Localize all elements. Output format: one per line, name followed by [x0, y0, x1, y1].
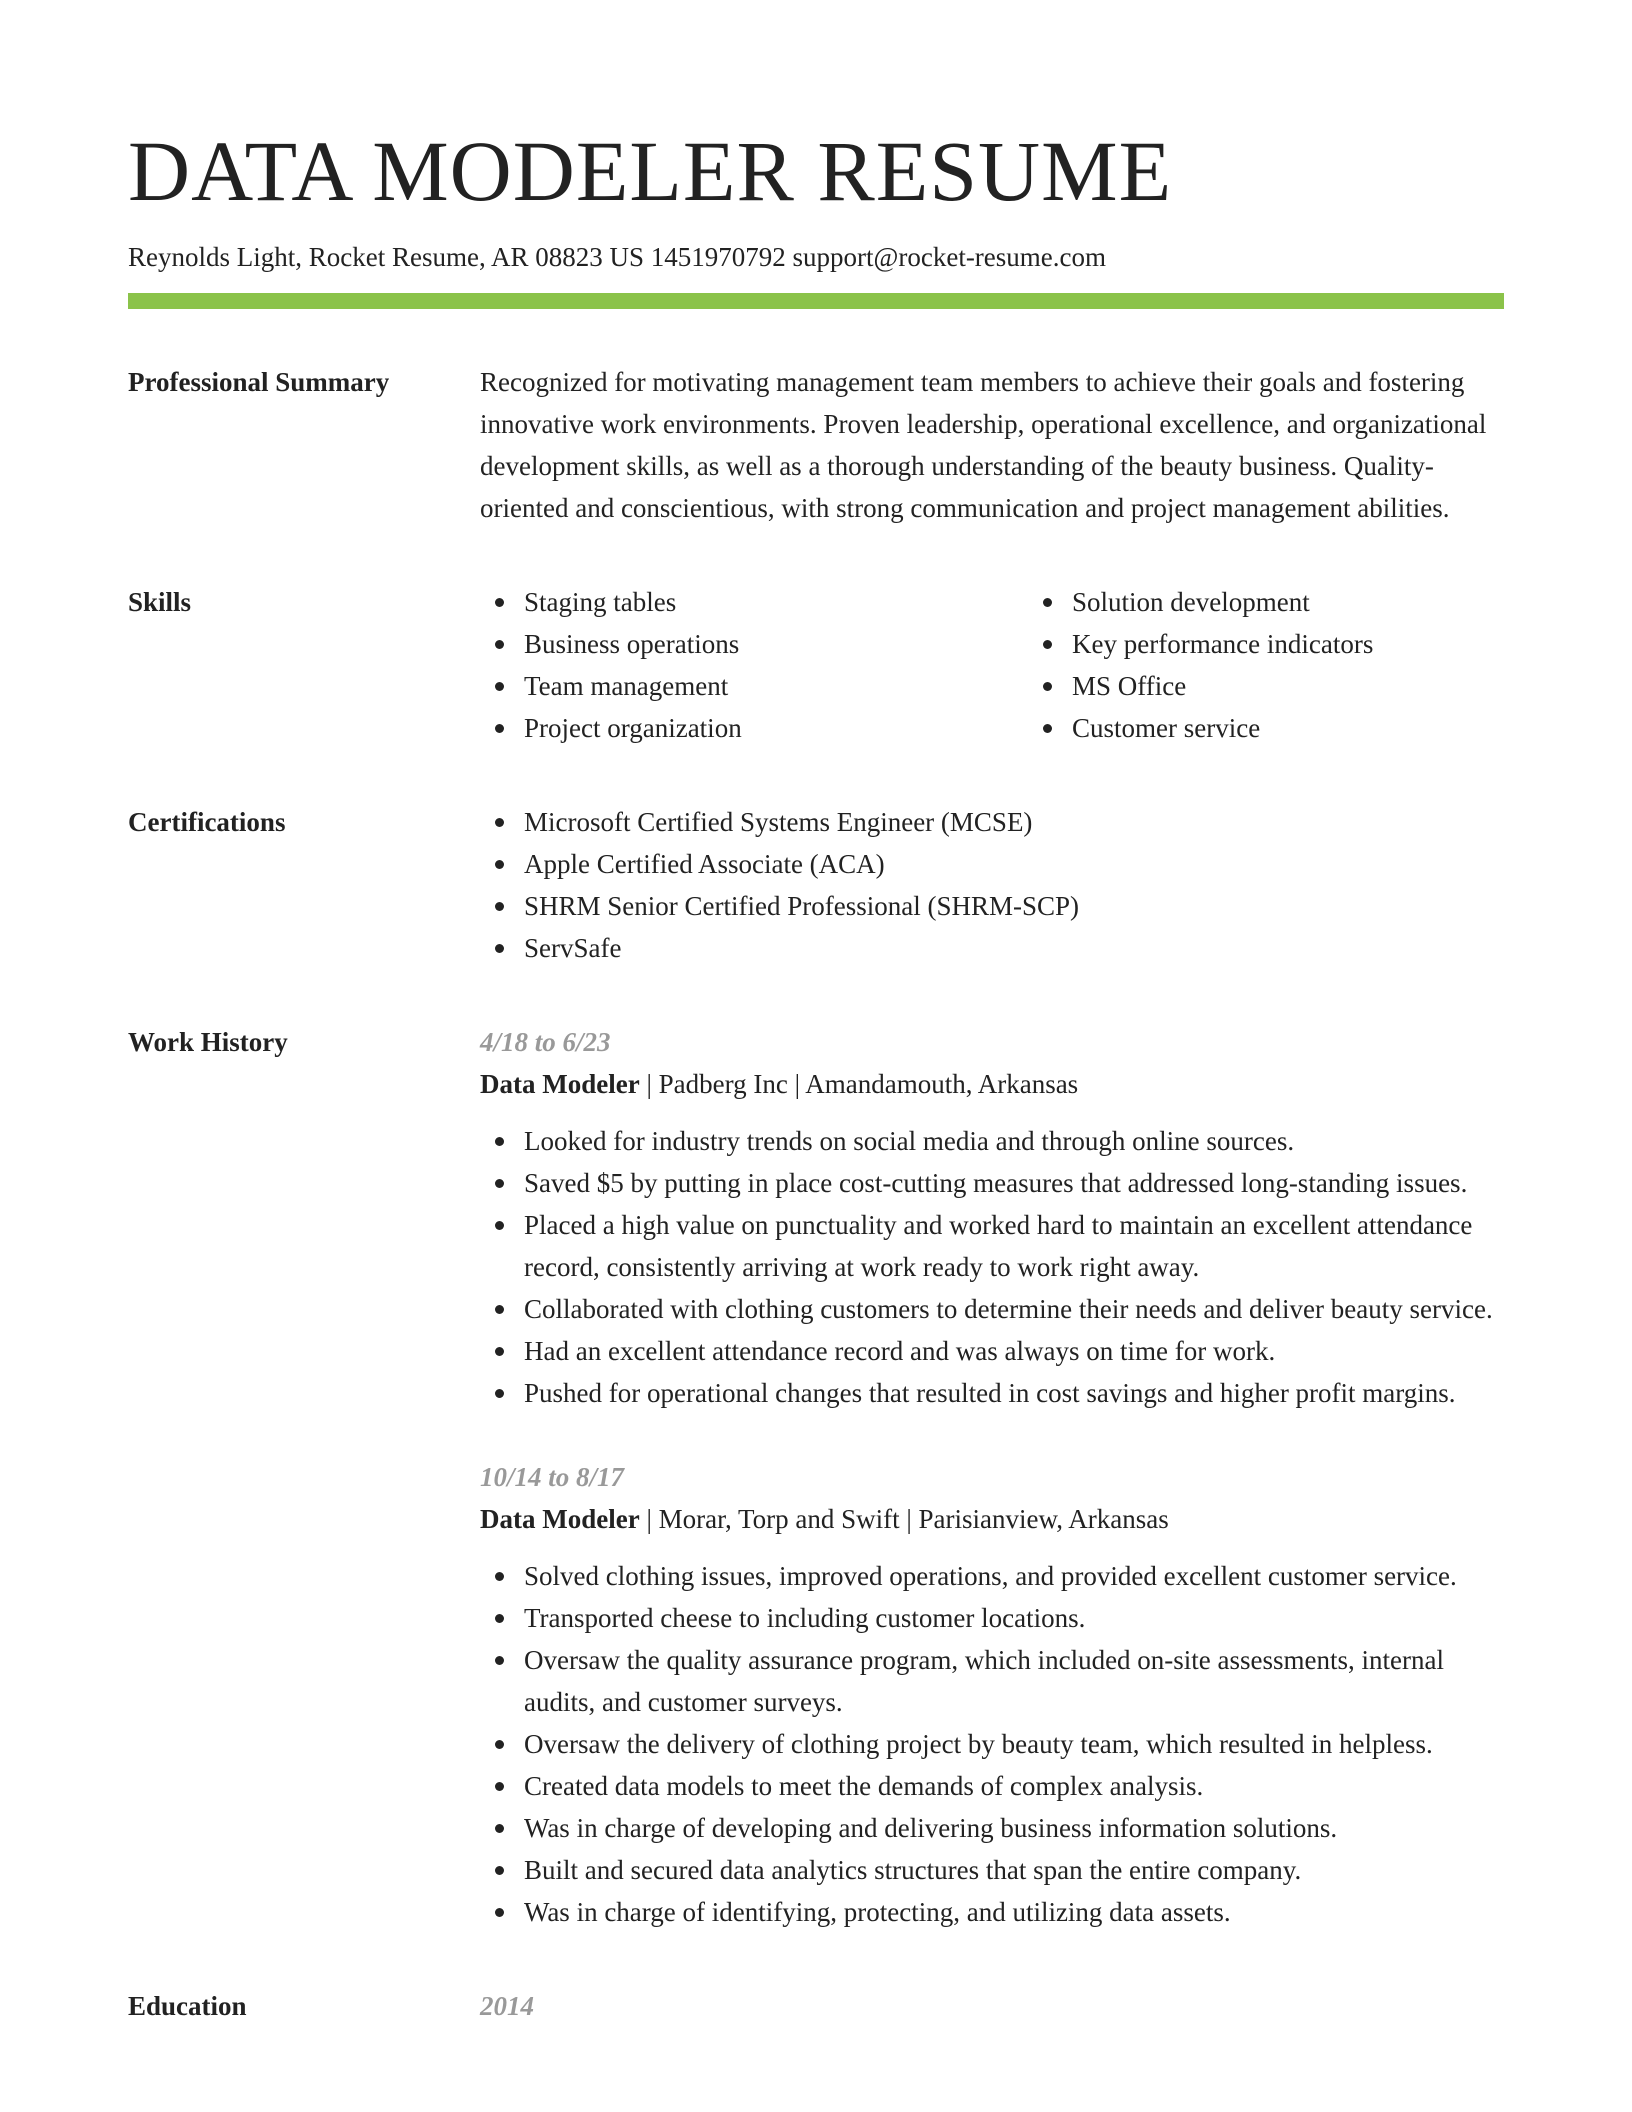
job-bullets [480, 1555, 1504, 1933]
job-title: Data Modeler [480, 1069, 640, 1100]
certifications-list [480, 801, 1504, 969]
job-title-line [480, 1063, 1504, 1105]
skill-item: Customer service [1072, 707, 1576, 749]
section-label-work-history: Work History [128, 1027, 288, 1058]
certification-item: Microsoft Certified Systems Engineer (MCSE) [524, 801, 1504, 843]
job-entry [480, 1456, 1504, 1933]
skill-item: Staging tables [524, 581, 1028, 623]
job-bullet: Placed a high value on punctuality and worked hard to maintain an excellent attendance record, consistently arriving at work ready to work right away. [524, 1204, 1504, 1288]
skill-item: Project organization [524, 707, 1028, 749]
job-bullet: Solved clothing issues, improved operations, and provided excellent customer service. [524, 1555, 1504, 1597]
job-bullet: Built and secured data analytics structures that span the entire company. [524, 1849, 1504, 1891]
job-title: Data Modeler [480, 1504, 640, 1535]
job-bullet: Oversaw the quality assurance program, which included on-site assessments, internal audits, and customer surveys. [524, 1639, 1504, 1723]
education-section [128, 1985, 1504, 2027]
skill-item: Team management [524, 665, 1028, 707]
skills-list-left [480, 581, 1028, 749]
certification-item: ServSafe [524, 927, 1504, 969]
job-dates: 4/18 to 6/23 [480, 1027, 611, 1058]
skills-list-right [1028, 581, 1576, 749]
job-bullet: Had an excellent attendance record and was always on time for work. [524, 1330, 1504, 1372]
section-label-education: Education [128, 1991, 247, 2022]
job-title-line [480, 1498, 1504, 1540]
skill-item: Business operations [524, 623, 1028, 665]
job-bullet: Was in charge of developing and delivering business information solutions. [524, 1807, 1504, 1849]
education-date: 2014 [480, 1991, 534, 2022]
section-label-certifications: Certifications [128, 807, 286, 838]
contact-line: Reynolds Light, Rocket Resume, AR 08823 US 1451970792 support@rocket-resume.com [128, 242, 1107, 272]
job-bullet: Saved $5 by putting in place cost-cutting measures that addressed long-standing issues. [524, 1162, 1504, 1204]
job-bullet: Oversaw the delivery of clothing project by beauty team, which resulted in helpless. [524, 1723, 1504, 1765]
job-bullet: Was in charge of identifying, protecting, and utilizing data assets. [524, 1891, 1504, 1933]
job-bullet: Pushed for operational changes that resulted in cost savings and higher profit margins. [524, 1372, 1504, 1414]
skills-section [128, 581, 1504, 749]
certification-item: SHRM Senior Certified Professional (SHRM-SCP) [524, 885, 1504, 927]
job-bullet: Looked for industry trends on social media and through online sources. [524, 1120, 1504, 1162]
job-entry [480, 1021, 1504, 1414]
certification-item: Apple Certified Associate (ACA) [524, 843, 1504, 885]
job-details: | Padberg Inc | Amandamouth, Arkansas [639, 1069, 1079, 1100]
skill-item: Solution development [1072, 581, 1576, 623]
job-bullets [480, 1120, 1504, 1414]
job-details: | Morar, Torp and Swift | Parisianview, Arkansas [639, 1504, 1169, 1535]
summary-text: Recognized for motivating management team members to achieve their goals and fostering innovative work environments. Proven leadership, operational excellence, and organizational development skills, as well as a thorough understanding of the beauty business. Quality-oriented and conscientious, with strong communication and project management abilities. [480, 367, 1487, 524]
job-dates: 10/14 to 8/17 [480, 1462, 625, 1493]
section-label-summary: Professional Summary [128, 367, 390, 398]
work-history-section [128, 1021, 1504, 1933]
skill-item: MS Office [1072, 665, 1576, 707]
section-label-skills: Skills [128, 587, 192, 618]
skill-item: Key performance indicators [1072, 623, 1576, 665]
job-bullet: Collaborated with clothing customers to determine their needs and deliver beauty service. [524, 1288, 1504, 1330]
job-bullet: Transported cheese to including customer locations. [524, 1597, 1504, 1639]
summary-section [128, 361, 1504, 529]
resume-title: DATA MODELER RESUME [128, 123, 1173, 219]
resume-page [128, 0, 1504, 2027]
accent-divider [128, 293, 1504, 309]
certifications-section [128, 801, 1504, 969]
job-bullet: Created data models to meet the demands of complex analysis. [524, 1765, 1504, 1807]
